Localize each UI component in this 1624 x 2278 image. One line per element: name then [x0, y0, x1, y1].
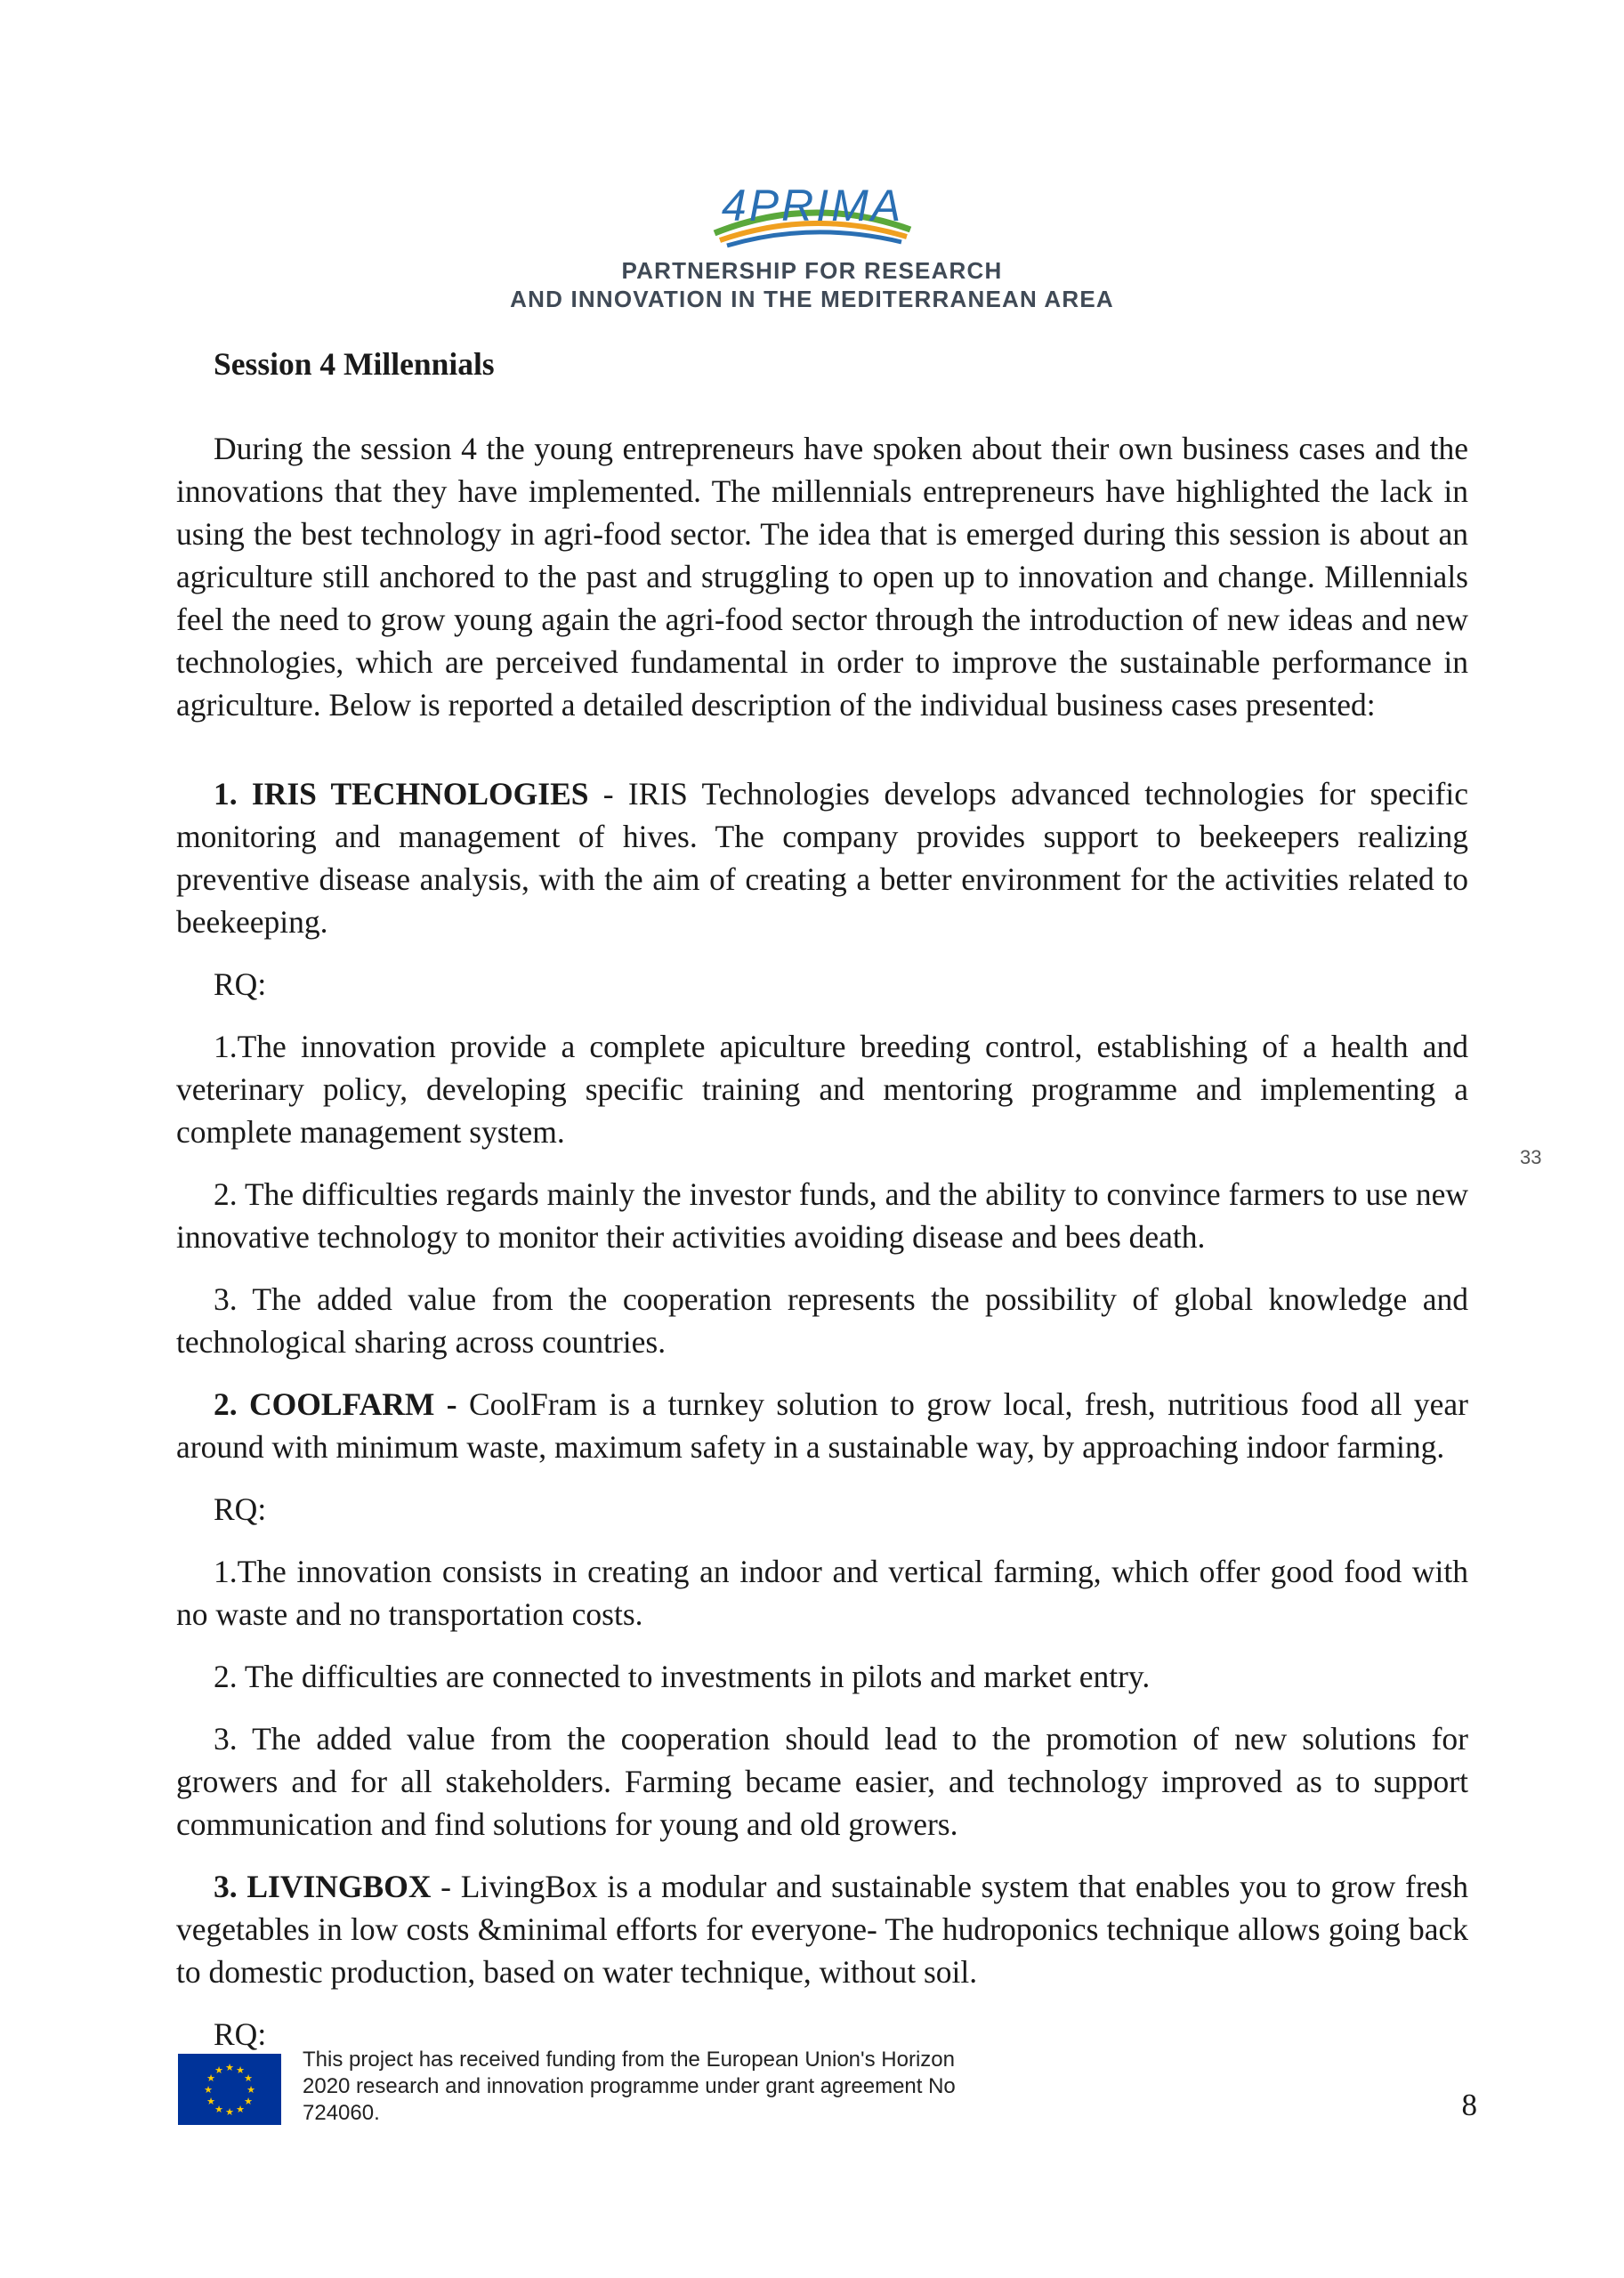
margin-number: 33 — [1520, 1146, 1542, 1168]
logo-tagline-2: AND INNOVATION IN THE MEDITERRANEAN AREA — [510, 286, 1114, 312]
rq-label: RQ: — [214, 2016, 267, 2052]
svg-text:★: ★ — [214, 2064, 223, 2076]
svg-text:★: ★ — [236, 2064, 245, 2076]
funding-statement: This project has received funding from the European Union's Horizon 2020 research and innovation programme under grant agreement No 724060. — [303, 2048, 956, 2125]
svg-text:★: ★ — [206, 2096, 215, 2107]
svg-text:★: ★ — [225, 2106, 234, 2118]
case-heading: 1. IRIS TECHNOLOGIES — [214, 776, 589, 812]
svg-text:★: ★ — [244, 2072, 253, 2084]
case-description: - IRIS Technologies develops advanced technologies for specific monitoring and management of hives. The company provides support to beekeepers realizing preventive disease analysis, with the aim of creating a better environment for the activities related to beekeeping. — [176, 776, 1468, 940]
page-number: 8 — [1461, 2088, 1477, 2122]
rq-label: RQ: — [214, 966, 267, 1002]
svg-text:★: ★ — [206, 2072, 215, 2084]
logo-tagline-1: PARTNERSHIP FOR RESEARCH — [621, 257, 1003, 284]
svg-text:★: ★ — [246, 2084, 255, 2096]
answer-item: 2. The difficulties are connected to investments in pilots and market entry. — [214, 1659, 1151, 1694]
answer-item: 3. The added value from the cooperation should lead to the promotion of new solutions for growers and for all stakeholders. Farming became easier, and technology improved as to support communication and find solutions for young and old growers. — [176, 1721, 1468, 1842]
svg-text:★: ★ — [244, 2096, 253, 2107]
answer-item: 3. The added value from the cooperation represents the possibility of global knowledge and technological sharing across countries. — [176, 1281, 1468, 1360]
intro-paragraph: During the session 4 the young entrepreneurs have spoken about their own business cases and the innovations that they have implemented. The millennials entrepreneurs have highlighted the lack in using the best technology in agri-food sector. The idea that is emerged during this session is about an agriculture still anchored to the past and struggling to open up to innovation and change. Millennials feel the need to grow young again the agri-food sector through the introduction of new ideas and new technologies, which are perceived fundamental in order to improve the sustainable performance in agriculture. Below is reported a detailed description of the individual business cases presented: — [176, 431, 1468, 723]
case-livingbox — [176, 1865, 1468, 1993]
prima-logo — [0, 178, 1624, 313]
section-title: Session 4 Millennials — [214, 346, 495, 382]
answer-item: 1.The innovation provide a complete apiculture breeding control, establishing of a health and veterinary policy, developing specific training and mentoring programme and implementing a complete management system. — [176, 1029, 1468, 1150]
answer-item: 2. The difficulties regards mainly the investor funds, and the ability to convince farmers to use new innovative technology to monitor their activities avoiding disease and bees death. — [176, 1176, 1468, 1255]
svg-text:★: ★ — [204, 2084, 213, 2096]
document-body — [176, 427, 1468, 2056]
svg-text:★: ★ — [225, 2062, 234, 2073]
case-coolfarm — [176, 1383, 1468, 1468]
case-heading: 3. LIVINGBOX — [214, 1869, 432, 1904]
case-description: CoolFram is a turnkey solution to grow local, fresh, nutritious food all year around with minimum waste, maximum safety in a sustainable way, by approaching indoor farming. — [176, 1386, 1468, 1465]
case-heading: 2. COOLFARM - — [214, 1386, 457, 1422]
case-description: - LivingBox is a modular and sustainable system that enables you to grow fresh vegetables in low costs &minimal efforts for everyone- The hudroponics technique allows going back to domestic production, based on water technique, without soil. — [176, 1869, 1468, 1990]
prima-logo-mark — [697, 178, 928, 249]
rq-label: RQ: — [214, 1491, 267, 1527]
case-iris — [176, 772, 1468, 943]
svg-text:★: ★ — [214, 2104, 223, 2115]
svg-text:★: ★ — [236, 2104, 245, 2115]
eu-flag-icon — [178, 2054, 281, 2125]
logo-wordmark: 4PRIMA — [721, 181, 903, 230]
footer — [178, 2047, 1477, 2127]
answer-item: 1.The innovation consists in creating an indoor and vertical farming, which offer good food with no waste and no transportation costs. — [176, 1554, 1468, 1632]
